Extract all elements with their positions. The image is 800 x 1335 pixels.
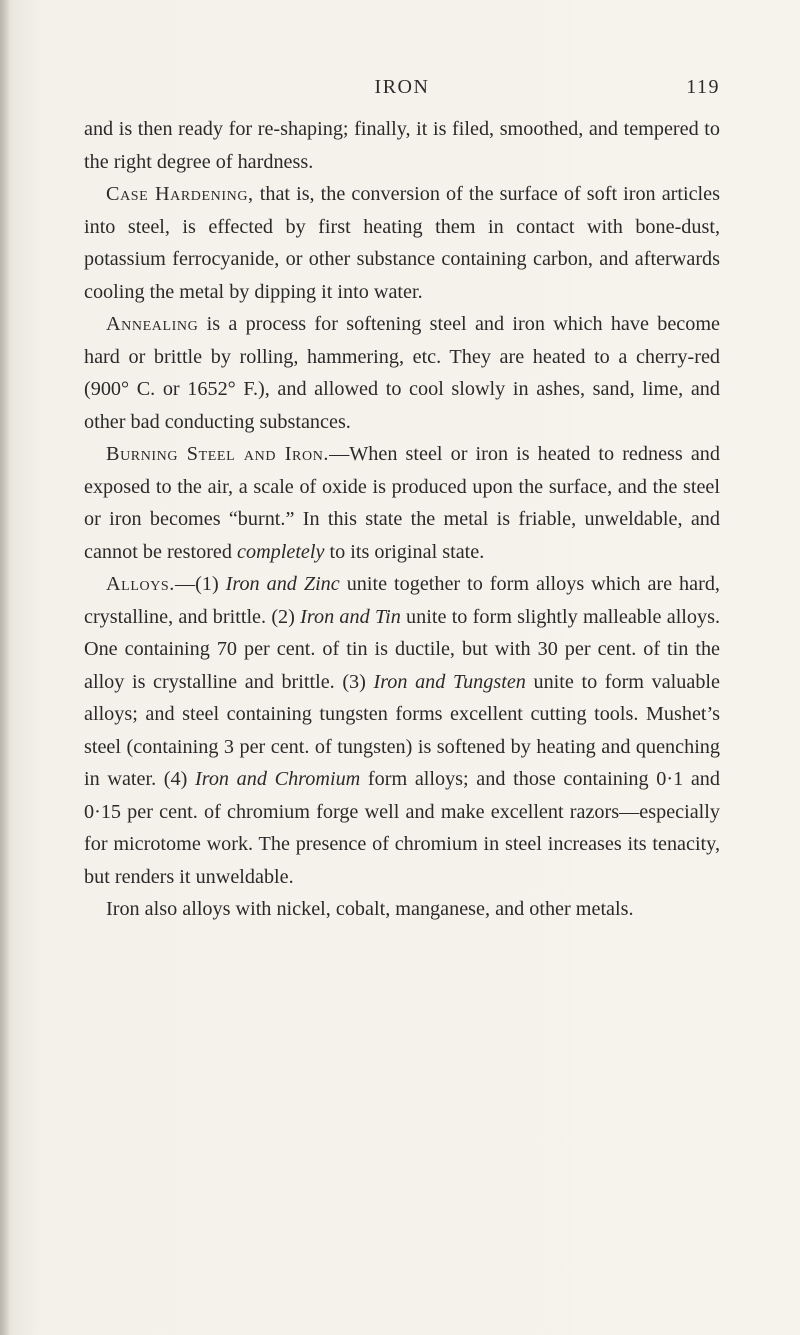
paragraph-text: that is, the conversion of the surface of soft iron articles into steel, is effected by first heating them in contact with bone-dust, potassium ferrocyanide, or other substance containing carbon, and afterwards cooling the metal by dipping it into water. bbox=[84, 183, 720, 303]
section-heading-annealing: Annealing bbox=[106, 313, 199, 335]
section-heading-alloys: Alloys. bbox=[106, 573, 175, 595]
body-text bbox=[84, 113, 720, 926]
paragraph-text: and is then ready for re-shaping; finally, it is filed, smoothed, and tempered to the right degree of hardness. bbox=[84, 118, 720, 173]
page-binding-shadow bbox=[0, 0, 10, 1335]
running-head bbox=[84, 76, 720, 106]
page-number: 119 bbox=[686, 76, 720, 98]
paragraph-other-alloys bbox=[84, 893, 720, 926]
paragraph-text: unite to form valuable alloys; and steel containing tungsten forms excellent cutting tools. Mushet’s steel (containing 3 per cent. of tungsten) is softened by heating and quenching in water. (4) bbox=[84, 670, 720, 790]
paragraph-continuation bbox=[84, 113, 720, 178]
paragraph-burning-steel-and-iron bbox=[84, 438, 720, 568]
running-title: IRON bbox=[374, 76, 430, 98]
emphasized-word: completely bbox=[237, 540, 325, 563]
alloy-term-iron-tin: Iron and Tin bbox=[300, 605, 401, 628]
paragraph-case-hardening bbox=[84, 178, 720, 308]
paragraph-text: —(1) bbox=[174, 573, 226, 595]
paragraph-text: unite to form slightly malleable alloys. One containing 70 per cent. of tin is ductile, but with 30 per cent. of tin the alloy is crystalline and brittle. (3) bbox=[84, 605, 720, 693]
alloy-term-iron-chromium: Iron and Chromium bbox=[195, 768, 361, 790]
paragraph-alloys bbox=[84, 568, 720, 893]
section-heading-burning-steel-and-iron: Burning Steel and Iron. bbox=[106, 443, 330, 465]
paragraph-text: unite together to form alloys which are hard, crystalline, and brittle. (2) bbox=[84, 573, 720, 628]
paragraph-text: Iron also alloys with nickel, cobalt, manganese, and other metals. bbox=[106, 898, 634, 920]
paragraph-text: —When steel or iron is heated to redness and exposed to the air, a scale of oxide is produced upon the surface, and the steel or iron becomes “burnt.” In this state the metal is friable, unweldable, and cannot be restored bbox=[84, 443, 720, 563]
paragraph-text: to its original state. bbox=[324, 540, 485, 563]
paragraph-text: is a process for softening steel and iron which have become hard or brittle by rolling, hammering, etc. They are heated to a cherry-red (900° C. or 1652° F.), and allowed to cool slowly in ashes, sand, lime, and other bad conducting substances. bbox=[84, 313, 720, 433]
section-heading-case-hardening: Case Hardening, bbox=[106, 183, 254, 205]
paragraph-annealing bbox=[84, 308, 720, 438]
alloy-term-iron-zinc: Iron and Zinc bbox=[225, 573, 340, 595]
paragraph-text: form alloys; and those containing 0·1 and 0·15 per cent. of chromium forge well and make excellent razors—especially for microtome work. The presence of chromium in steel increases its tenacity, but renders it unweldable. bbox=[84, 768, 720, 888]
alloy-term-iron-tungsten: Iron and Tungsten bbox=[373, 670, 526, 693]
